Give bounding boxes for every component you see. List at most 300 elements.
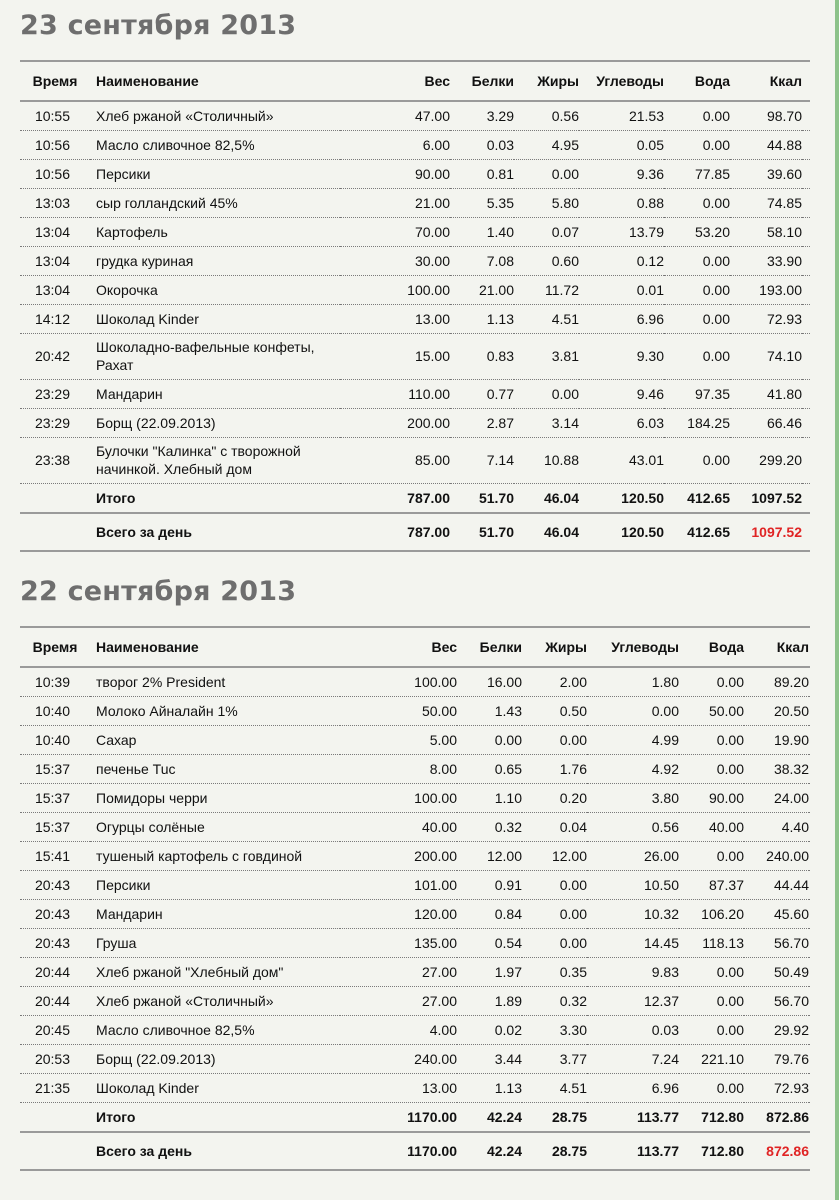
cell-protein: 1.89 <box>457 986 522 1015</box>
cell-weight: 13.00 <box>340 304 450 333</box>
col-header-kcal: Ккал <box>730 61 802 101</box>
cell-time: 23:29 <box>20 379 90 408</box>
cell-water: 0.00 <box>664 333 730 379</box>
cell-protein: 21.00 <box>450 275 514 304</box>
cell-kcal: 45.60 <box>744 899 809 928</box>
day-section-1 <box>20 574 810 1171</box>
cell-time: 13:04 <box>20 275 90 304</box>
cell-weight: 120.00 <box>340 899 457 928</box>
col-header-time: Время <box>20 627 90 667</box>
cell-water: 0.00 <box>664 437 730 483</box>
cell-name: печенье Tuc <box>90 754 340 783</box>
cell-protein: 51.70 <box>450 513 514 551</box>
cell-weight: 200.00 <box>340 841 457 870</box>
cell-fat: 10.88 <box>514 437 579 483</box>
cell-fat: 4.51 <box>514 304 579 333</box>
cell-name: Масло сливочное 82,5% <box>90 1015 340 1044</box>
cell-name: Хлеб ржаной «Столичный» <box>90 986 340 1015</box>
cell-time: 13:03 <box>20 188 90 217</box>
grand-total-row <box>20 513 810 551</box>
cell-water: 87.37 <box>679 870 744 899</box>
cell-kcal: 72.93 <box>730 304 802 333</box>
cell-carbs: 0.01 <box>579 275 664 304</box>
cell-carbs: 43.01 <box>579 437 664 483</box>
table-row <box>20 725 810 754</box>
cell-water: 0.00 <box>664 246 730 275</box>
table-header-row <box>20 627 810 667</box>
cell-protein: 0.02 <box>457 1015 522 1044</box>
cell-name: Булочки "Калинка" с творожной начинкой. Хлебный дом <box>90 437 340 483</box>
cell-name: Борщ (22.09.2013) <box>90 408 340 437</box>
col-header-fat: Жиры <box>514 61 579 101</box>
cell-carbs: 0.12 <box>579 246 664 275</box>
cell-carbs: 113.77 <box>587 1132 679 1170</box>
cell-carbs: 13.79 <box>579 217 664 246</box>
cell-carbs: 14.45 <box>587 928 679 957</box>
cell-name: Молоко Айналайн 1% <box>90 696 340 725</box>
col-header-protein: Белки <box>450 61 514 101</box>
cell-weight: 240.00 <box>340 1044 457 1073</box>
cell-fat: 11.72 <box>514 275 579 304</box>
table-row <box>20 667 810 696</box>
cell-kcal: 19.90 <box>744 725 809 754</box>
cell-kcal: 44.88 <box>730 130 802 159</box>
cell-protein: 2.87 <box>450 408 514 437</box>
cell-weight: 135.00 <box>340 928 457 957</box>
cell-time: 23:38 <box>20 437 90 483</box>
grand-total-label: Всего за день <box>90 1132 340 1170</box>
cell-carbs: 0.03 <box>587 1015 679 1044</box>
cell-weight: 1170.00 <box>340 1132 457 1170</box>
cell-time: 23:29 <box>20 408 90 437</box>
cell-protein: 0.54 <box>457 928 522 957</box>
cell-water: 0.00 <box>664 101 730 130</box>
cell-water: 0.00 <box>679 957 744 986</box>
cell-protein: 1.43 <box>457 696 522 725</box>
cell-protein: 0.83 <box>450 333 514 379</box>
cell-time: 20:43 <box>20 899 90 928</box>
cell-kcal: 74.85 <box>730 188 802 217</box>
table-row <box>20 188 810 217</box>
cell-name: Картофель <box>90 217 340 246</box>
col-header-name: Наименование <box>90 627 340 667</box>
cell-water: 97.35 <box>664 379 730 408</box>
cell-time: 15:37 <box>20 754 90 783</box>
cell-kcal: 299.20 <box>730 437 802 483</box>
cell-time: 20:42 <box>20 333 90 379</box>
cell-kcal: 193.00 <box>730 275 802 304</box>
cell-water: 106.20 <box>679 899 744 928</box>
day-title: 23 сентября 2013 <box>20 10 297 41</box>
cell-weight: 70.00 <box>340 217 450 246</box>
food-log-table <box>20 60 810 552</box>
col-header-carbs: Углеводы <box>587 627 679 667</box>
cell-protein: 0.81 <box>450 159 514 188</box>
cell-protein: 7.08 <box>450 246 514 275</box>
cell-protein: 0.84 <box>457 899 522 928</box>
cell-water: 712.80 <box>679 1102 744 1132</box>
table-row <box>20 783 810 812</box>
total-label: Итого <box>90 483 340 513</box>
cell-kcal: 41.80 <box>730 379 802 408</box>
table-row <box>20 1044 810 1073</box>
cell-name: Персики <box>90 159 340 188</box>
cell-protein: 0.77 <box>450 379 514 408</box>
cell-fat: 0.00 <box>522 928 587 957</box>
cell-weight: 100.00 <box>340 783 457 812</box>
cell-weight: 787.00 <box>340 513 450 551</box>
cell-carbs: 10.32 <box>587 899 679 928</box>
cell-name: Персики <box>90 870 340 899</box>
cell-name: Груша <box>90 928 340 957</box>
cell-carbs: 10.50 <box>587 870 679 899</box>
cell-carbs: 120.50 <box>579 483 664 513</box>
col-header-water: Вода <box>679 627 744 667</box>
cell-time: 10:40 <box>20 725 90 754</box>
cell-fat: 0.35 <box>522 957 587 986</box>
table-row <box>20 754 810 783</box>
cell-carbs: 6.03 <box>579 408 664 437</box>
cell-kcal: 872.86 <box>744 1102 809 1132</box>
table-row <box>20 333 810 379</box>
cell-name: грудка куриная <box>90 246 340 275</box>
total-row <box>20 1102 810 1132</box>
cell-weight: 21.00 <box>340 188 450 217</box>
cell-weight: 6.00 <box>340 130 450 159</box>
cell-water: 0.00 <box>679 1015 744 1044</box>
cell-protein: 5.35 <box>450 188 514 217</box>
cell-kcal: 240.00 <box>744 841 809 870</box>
cell-name: Окорочка <box>90 275 340 304</box>
cell-protein: 1.40 <box>450 217 514 246</box>
cell-water: 0.00 <box>679 986 744 1015</box>
cell-time: 20:43 <box>20 928 90 957</box>
cell-name: Масло сливочное 82,5% <box>90 130 340 159</box>
table-row <box>20 437 810 483</box>
cell-protein: 42.24 <box>457 1102 522 1132</box>
cell-time: 15:41 <box>20 841 90 870</box>
cell-carbs: 113.77 <box>587 1102 679 1132</box>
total-row <box>20 483 810 513</box>
table-row <box>20 1073 810 1102</box>
cell-water: 221.10 <box>679 1044 744 1073</box>
cell-carbs: 6.96 <box>587 1073 679 1102</box>
cell-protein: 42.24 <box>457 1132 522 1170</box>
cell-fat: 3.77 <box>522 1044 587 1073</box>
cell-name: творог 2% President <box>90 667 340 696</box>
cell-fat: 3.14 <box>514 408 579 437</box>
cell-name: сыр голландский 45% <box>90 188 340 217</box>
table-row <box>20 101 810 130</box>
total-label: Итого <box>90 1102 340 1132</box>
cell-weight: 100.00 <box>340 275 450 304</box>
cell-time: 20:44 <box>20 957 90 986</box>
cell-fat: 0.20 <box>522 783 587 812</box>
cell-fat: 0.56 <box>514 101 579 130</box>
cell-time: 21:35 <box>20 1073 90 1102</box>
cell-kcal: 29.92 <box>744 1015 809 1044</box>
cell-kcal: 1097.52 <box>730 483 802 513</box>
cell-protein: 1.10 <box>457 783 522 812</box>
cell-protein: 1.13 <box>457 1073 522 1102</box>
table-header-row <box>20 61 810 101</box>
cell-water: 0.00 <box>664 304 730 333</box>
cell-fat: 0.00 <box>514 379 579 408</box>
cell-water: 0.00 <box>679 841 744 870</box>
cell-name: Сахар <box>90 725 340 754</box>
cell-fat: 0.00 <box>522 870 587 899</box>
cell-time: 14:12 <box>20 304 90 333</box>
cell-carbs: 4.92 <box>587 754 679 783</box>
cell-water: 53.20 <box>664 217 730 246</box>
cell-carbs: 12.37 <box>587 986 679 1015</box>
col-header-time: Время <box>20 61 90 101</box>
cell-carbs: 6.96 <box>579 304 664 333</box>
col-header-weight: Вес <box>340 627 457 667</box>
cell-carbs: 9.83 <box>587 957 679 986</box>
cell-name: Шоколадно-вафельные конфеты, Рахат <box>90 333 340 379</box>
table-row <box>20 870 810 899</box>
cell-name: Мандарин <box>90 379 340 408</box>
cell-weight: 27.00 <box>340 957 457 986</box>
cell-water: 0.00 <box>664 275 730 304</box>
cell-carbs: 9.30 <box>579 333 664 379</box>
cell-name: Огурцы солёные <box>90 812 340 841</box>
cell-name: тушеный картофель с говдиной <box>90 841 340 870</box>
cell-time: 10:39 <box>20 667 90 696</box>
cell-fat: 0.32 <box>522 986 587 1015</box>
cell-fat: 4.51 <box>522 1073 587 1102</box>
cell-weight: 50.00 <box>340 696 457 725</box>
cell-kcal: 38.32 <box>744 754 809 783</box>
cell-weight: 90.00 <box>340 159 450 188</box>
cell-kcal: 56.70 <box>744 986 809 1015</box>
cell-protein: 0.65 <box>457 754 522 783</box>
cell-kcal: 20.50 <box>744 696 809 725</box>
cell-kcal: 56.70 <box>744 928 809 957</box>
cell-weight: 200.00 <box>340 408 450 437</box>
food-log-table <box>20 626 810 1171</box>
cell-water: 50.00 <box>679 696 744 725</box>
cell-time: 20:45 <box>20 1015 90 1044</box>
cell-fat: 3.81 <box>514 333 579 379</box>
cell-protein: 3.44 <box>457 1044 522 1073</box>
cell-fat: 1.76 <box>522 754 587 783</box>
cell-kcal: 50.49 <box>744 957 809 986</box>
cell-fat: 0.60 <box>514 246 579 275</box>
cell-fat: 0.00 <box>522 899 587 928</box>
cell-water: 0.00 <box>679 1073 744 1102</box>
cell-water: 118.13 <box>679 928 744 957</box>
cell-kcal: 98.70 <box>730 101 802 130</box>
cell-time: 15:37 <box>20 812 90 841</box>
table-row <box>20 304 810 333</box>
cell-weight: 100.00 <box>340 667 457 696</box>
cell-carbs: 0.88 <box>579 188 664 217</box>
cell-protein: 12.00 <box>457 841 522 870</box>
cell-fat: 12.00 <box>522 841 587 870</box>
cell-kcal: 72.93 <box>744 1073 809 1102</box>
cell-carbs: 21.53 <box>579 101 664 130</box>
col-header-name: Наименование <box>90 61 340 101</box>
right-accent-stripe <box>835 0 839 1200</box>
cell-time: 20:44 <box>20 986 90 1015</box>
cell-carbs: 0.00 <box>587 696 679 725</box>
cell-weight: 110.00 <box>340 379 450 408</box>
cell-protein: 0.91 <box>457 870 522 899</box>
cell-protein: 0.03 <box>450 130 514 159</box>
table-row <box>20 408 810 437</box>
col-header-protein: Белки <box>457 627 522 667</box>
cell-kcal: 4.40 <box>744 812 809 841</box>
cell-weight: 1170.00 <box>340 1102 457 1132</box>
cell-time: 20:43 <box>20 870 90 899</box>
cell-fat: 4.95 <box>514 130 579 159</box>
cell-weight: 40.00 <box>340 812 457 841</box>
cell-weight: 13.00 <box>340 1073 457 1102</box>
cell-time: 10:55 <box>20 101 90 130</box>
cell-weight: 30.00 <box>340 246 450 275</box>
cell-weight: 47.00 <box>340 101 450 130</box>
table-row <box>20 246 810 275</box>
cell-weight: 5.00 <box>340 725 457 754</box>
cell-kcal: 58.10 <box>730 217 802 246</box>
cell-time: 20:53 <box>20 1044 90 1073</box>
table-row <box>20 928 810 957</box>
cell-fat: 46.04 <box>514 513 579 551</box>
cell-name: Шоколад Kinder <box>90 1073 340 1102</box>
cell-water: 90.00 <box>679 783 744 812</box>
cell-name: Мандарин <box>90 899 340 928</box>
cell-fat: 0.50 <box>522 696 587 725</box>
grand-total-row <box>20 1132 810 1170</box>
cell-fat: 2.00 <box>522 667 587 696</box>
cell-kcal: 44.44 <box>744 870 809 899</box>
cell-weight: 787.00 <box>340 483 450 513</box>
cell-time: 13:04 <box>20 246 90 275</box>
cell-carbs: 26.00 <box>587 841 679 870</box>
cell-water: 412.65 <box>664 483 730 513</box>
table-row <box>20 379 810 408</box>
table-row <box>20 696 810 725</box>
cell-kcal: 89.20 <box>744 667 809 696</box>
cell-kcal: 33.90 <box>730 246 802 275</box>
cell-weight: 85.00 <box>340 437 450 483</box>
col-header-carbs: Углеводы <box>579 61 664 101</box>
cell-name: Шоколад Kinder <box>90 304 340 333</box>
cell-carbs: 9.36 <box>579 159 664 188</box>
table-row <box>20 899 810 928</box>
cell-weight: 4.00 <box>340 1015 457 1044</box>
cell-water: 0.00 <box>679 667 744 696</box>
table-row <box>20 130 810 159</box>
cell-protein: 1.97 <box>457 957 522 986</box>
table-row <box>20 1015 810 1044</box>
cell-fat: 0.00 <box>522 725 587 754</box>
cell-fat: 46.04 <box>514 483 579 513</box>
cell-fat: 5.80 <box>514 188 579 217</box>
cell-fat: 28.75 <box>522 1132 587 1170</box>
col-header-water: Вода <box>664 61 730 101</box>
cell-kcal: 74.10 <box>730 333 802 379</box>
cell-water: 0.00 <box>664 130 730 159</box>
cell-fat: 0.00 <box>514 159 579 188</box>
cell-weight: 27.00 <box>340 986 457 1015</box>
day-section-0 <box>20 8 810 552</box>
cell-time: 15:37 <box>20 783 90 812</box>
table-row <box>20 812 810 841</box>
cell-fat: 3.30 <box>522 1015 587 1044</box>
cell-name: Борщ (22.09.2013) <box>90 1044 340 1073</box>
col-header-weight: Вес <box>340 61 450 101</box>
cell-kcal: 79.76 <box>744 1044 809 1073</box>
cell-kcal: 872.86 <box>744 1132 809 1170</box>
cell-name: Помидоры черри <box>90 783 340 812</box>
cell-protein: 16.00 <box>457 667 522 696</box>
cell-carbs: 7.24 <box>587 1044 679 1073</box>
cell-water: 412.65 <box>664 513 730 551</box>
cell-fat: 0.07 <box>514 217 579 246</box>
cell-weight: 8.00 <box>340 754 457 783</box>
cell-water: 77.85 <box>664 159 730 188</box>
table-row <box>20 957 810 986</box>
cell-water: 0.00 <box>664 188 730 217</box>
cell-protein: 1.13 <box>450 304 514 333</box>
cell-protein: 7.14 <box>450 437 514 483</box>
table-row <box>20 841 810 870</box>
cell-kcal: 66.46 <box>730 408 802 437</box>
cell-protein: 0.00 <box>457 725 522 754</box>
cell-water: 184.25 <box>664 408 730 437</box>
cell-kcal: 1097.52 <box>730 513 802 551</box>
cell-carbs: 4.99 <box>587 725 679 754</box>
cell-protein: 51.70 <box>450 483 514 513</box>
cell-carbs: 0.05 <box>579 130 664 159</box>
cell-water: 0.00 <box>679 754 744 783</box>
cell-carbs: 1.80 <box>587 667 679 696</box>
cell-name: Хлеб ржаной "Хлебный дом" <box>90 957 340 986</box>
grand-total-label: Всего за день <box>90 513 340 551</box>
cell-kcal: 39.60 <box>730 159 802 188</box>
col-header-fat: Жиры <box>522 627 587 667</box>
cell-protein: 0.32 <box>457 812 522 841</box>
cell-water: 0.00 <box>679 725 744 754</box>
cell-carbs: 0.56 <box>587 812 679 841</box>
table-row <box>20 159 810 188</box>
cell-time: 10:40 <box>20 696 90 725</box>
cell-weight: 101.00 <box>340 870 457 899</box>
table-row <box>20 275 810 304</box>
col-header-kcal: Ккал <box>744 627 809 667</box>
cell-carbs: 120.50 <box>579 513 664 551</box>
cell-protein: 3.29 <box>450 101 514 130</box>
cell-name: Хлеб ржаной «Столичный» <box>90 101 340 130</box>
cell-time: 10:56 <box>20 159 90 188</box>
cell-weight: 15.00 <box>340 333 450 379</box>
cell-fat: 0.04 <box>522 812 587 841</box>
cell-water: 40.00 <box>679 812 744 841</box>
table-row <box>20 986 810 1015</box>
cell-carbs: 9.46 <box>579 379 664 408</box>
cell-water: 712.80 <box>679 1132 744 1170</box>
day-title: 22 сентября 2013 <box>20 576 297 607</box>
table-row <box>20 217 810 246</box>
cell-time: 10:56 <box>20 130 90 159</box>
cell-fat: 28.75 <box>522 1102 587 1132</box>
cell-kcal: 24.00 <box>744 783 809 812</box>
cell-time: 13:04 <box>20 217 90 246</box>
cell-carbs: 3.80 <box>587 783 679 812</box>
